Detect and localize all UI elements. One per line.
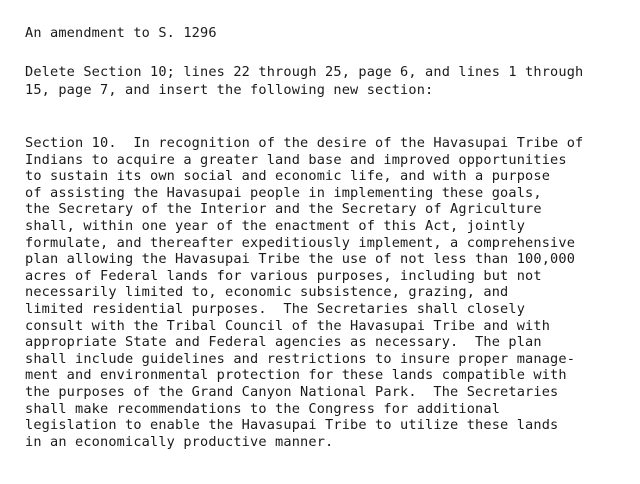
section-line: necessarily limited to, economic subsistence, grazing, and: [25, 284, 509, 301]
amendment-heading: An amendment to S. 1296: [25, 25, 217, 41]
section-line: ment and environmental protection for these lands compatible with: [25, 367, 567, 384]
section-line: legislation to enable the Havasupai Tribe to utilize these lands: [25, 417, 559, 434]
section-line: consult with the Tribal Council of the Havasupai Tribe and with: [25, 317, 551, 334]
section-line: shall include guidelines and restrictions to insure proper manage-: [25, 350, 576, 367]
instruction-line: Delete Section 10; lines 22 through 25, page 6, and lines 1 through: [25, 64, 584, 80]
section-line: Section 10. In recognition of the desire of the Havasupai Tribe of: [25, 135, 584, 151]
section-line: the Secretary of the Interior and the Secretary of Agriculture: [25, 201, 542, 218]
section-line: the purposes of the Grand Canyon National Park. The Secretaries: [25, 383, 559, 400]
section-line: Indians to acquire a greater land base and improved opportunities: [25, 151, 567, 168]
section-10-body: [25, 135, 583, 450]
section-line: acres of Federal lands for various purposes, including but not: [25, 267, 542, 284]
section-line: in an economically productive manner.: [25, 433, 334, 450]
section-line: limited residential purposes. The Secretaries shall closely: [25, 300, 526, 317]
section-line: of assisting the Havasupai people in implementing these goals,: [25, 184, 542, 201]
section-line: plan allowing the Havasupai Tribe the use of not less than 100,000: [25, 251, 576, 268]
instruction-line: 15, page 7, and insert the following new section:: [25, 82, 434, 98]
section-line: formulate, and thereafter expeditiously implement, a comprehensive: [25, 234, 576, 251]
section-line: shall make recommendations to the Congress for additional: [25, 400, 501, 417]
section-line: shall, within one year of the enactment of this Act, jointly: [25, 217, 526, 234]
section-line: to sustain its own social and economic life, and with a purpose: [25, 168, 551, 185]
section-line: appropriate State and Federal agencies as necessary. The plan: [25, 334, 542, 351]
